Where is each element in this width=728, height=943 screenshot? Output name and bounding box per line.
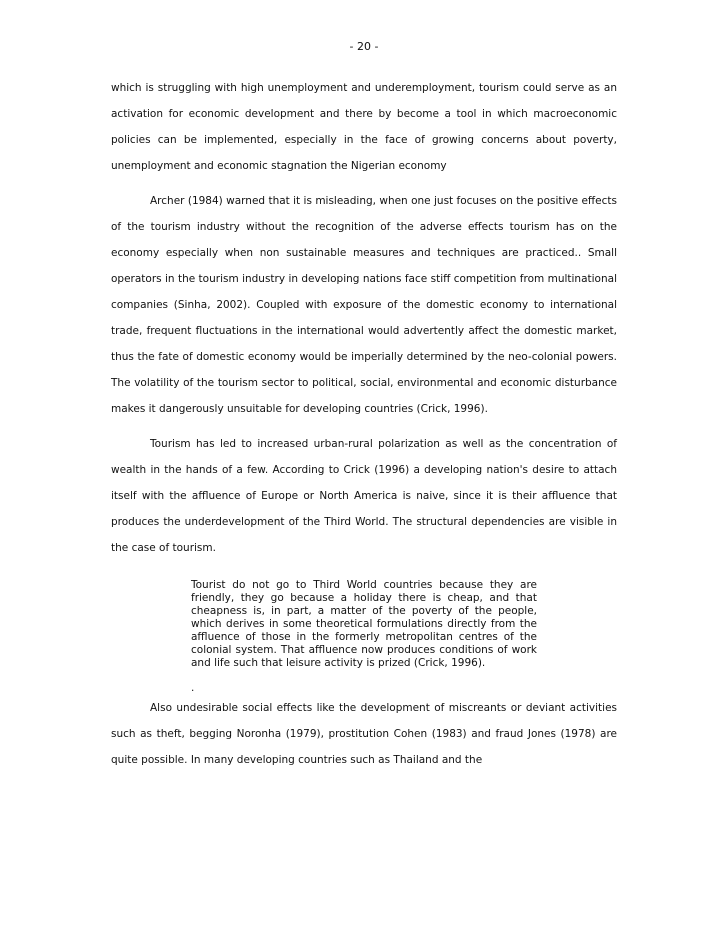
paragraph-archer: Archer (1984) warned that it is misleading, when one just focuses on the positive effects of the tourism industry without the recognition of the adverse effects tourism has on the economy especially when non sustainable measures and techniques are practiced.. Small operators in the tourism industry in developing nations face stiff competition from multinational companies (Sinha, 2002). Coupled with exposure of the domestic economy to international trade, frequent fluctuations in the international would advertently affect the domestic market, thus the fate of domestic economy would be imperially determined by the neo-colonial powers. The volatility of the tourism sector to political, social, environmental and economic disturbance makes it dangerously unsuitable for developing countries (Crick, 1996). (111, 195, 617, 415)
block-quote-trailing: . (191, 682, 195, 694)
paragraph-polarization: Tourism has led to increased urban-rural polarization as well as the concentration of wealth in the hands of a few. According to Crick (1996) a developing nation's desire to attach itself with the affluence of Europe or North America is naive, since it is their affluence that produces the underdevelopment of the Third World. The structural dependencies are visible in the case of tourism. (111, 438, 617, 554)
body-text (111, 75, 617, 773)
page-number: - 20 - (349, 40, 379, 53)
block-quote (111, 579, 617, 695)
paragraph-social-effects: Also undesirable social effects like the development of miscreants or deviant activities such as theft, begging Noronha (1979), prostitution Cohen (1983) and fraud Jones (1978) are quite possible. In many developing countries such as Thailand and the (111, 702, 617, 766)
block-quote-text: Tourist do not go to Third World countries because they are friendly, they go because a holiday there is cheap, and that cheapness is, in part, a matter of the poverty of the people, which derives in some theoretical formulations directly from the affluence of those in the formerly metropolitan centres of the colonial system. That affluence now produces conditions of work and life such that leisure activity is prized (Crick, 1996). (191, 579, 537, 669)
paragraph-continuation: which is struggling with high unemployment and underemployment, tourism could serve as an activation for economic development and there by become a tool in which macroeconomic policies can be implemented, especially in the face of growing concerns about poverty, unemployment and economic stagnation the Nigerian economy (111, 82, 617, 172)
